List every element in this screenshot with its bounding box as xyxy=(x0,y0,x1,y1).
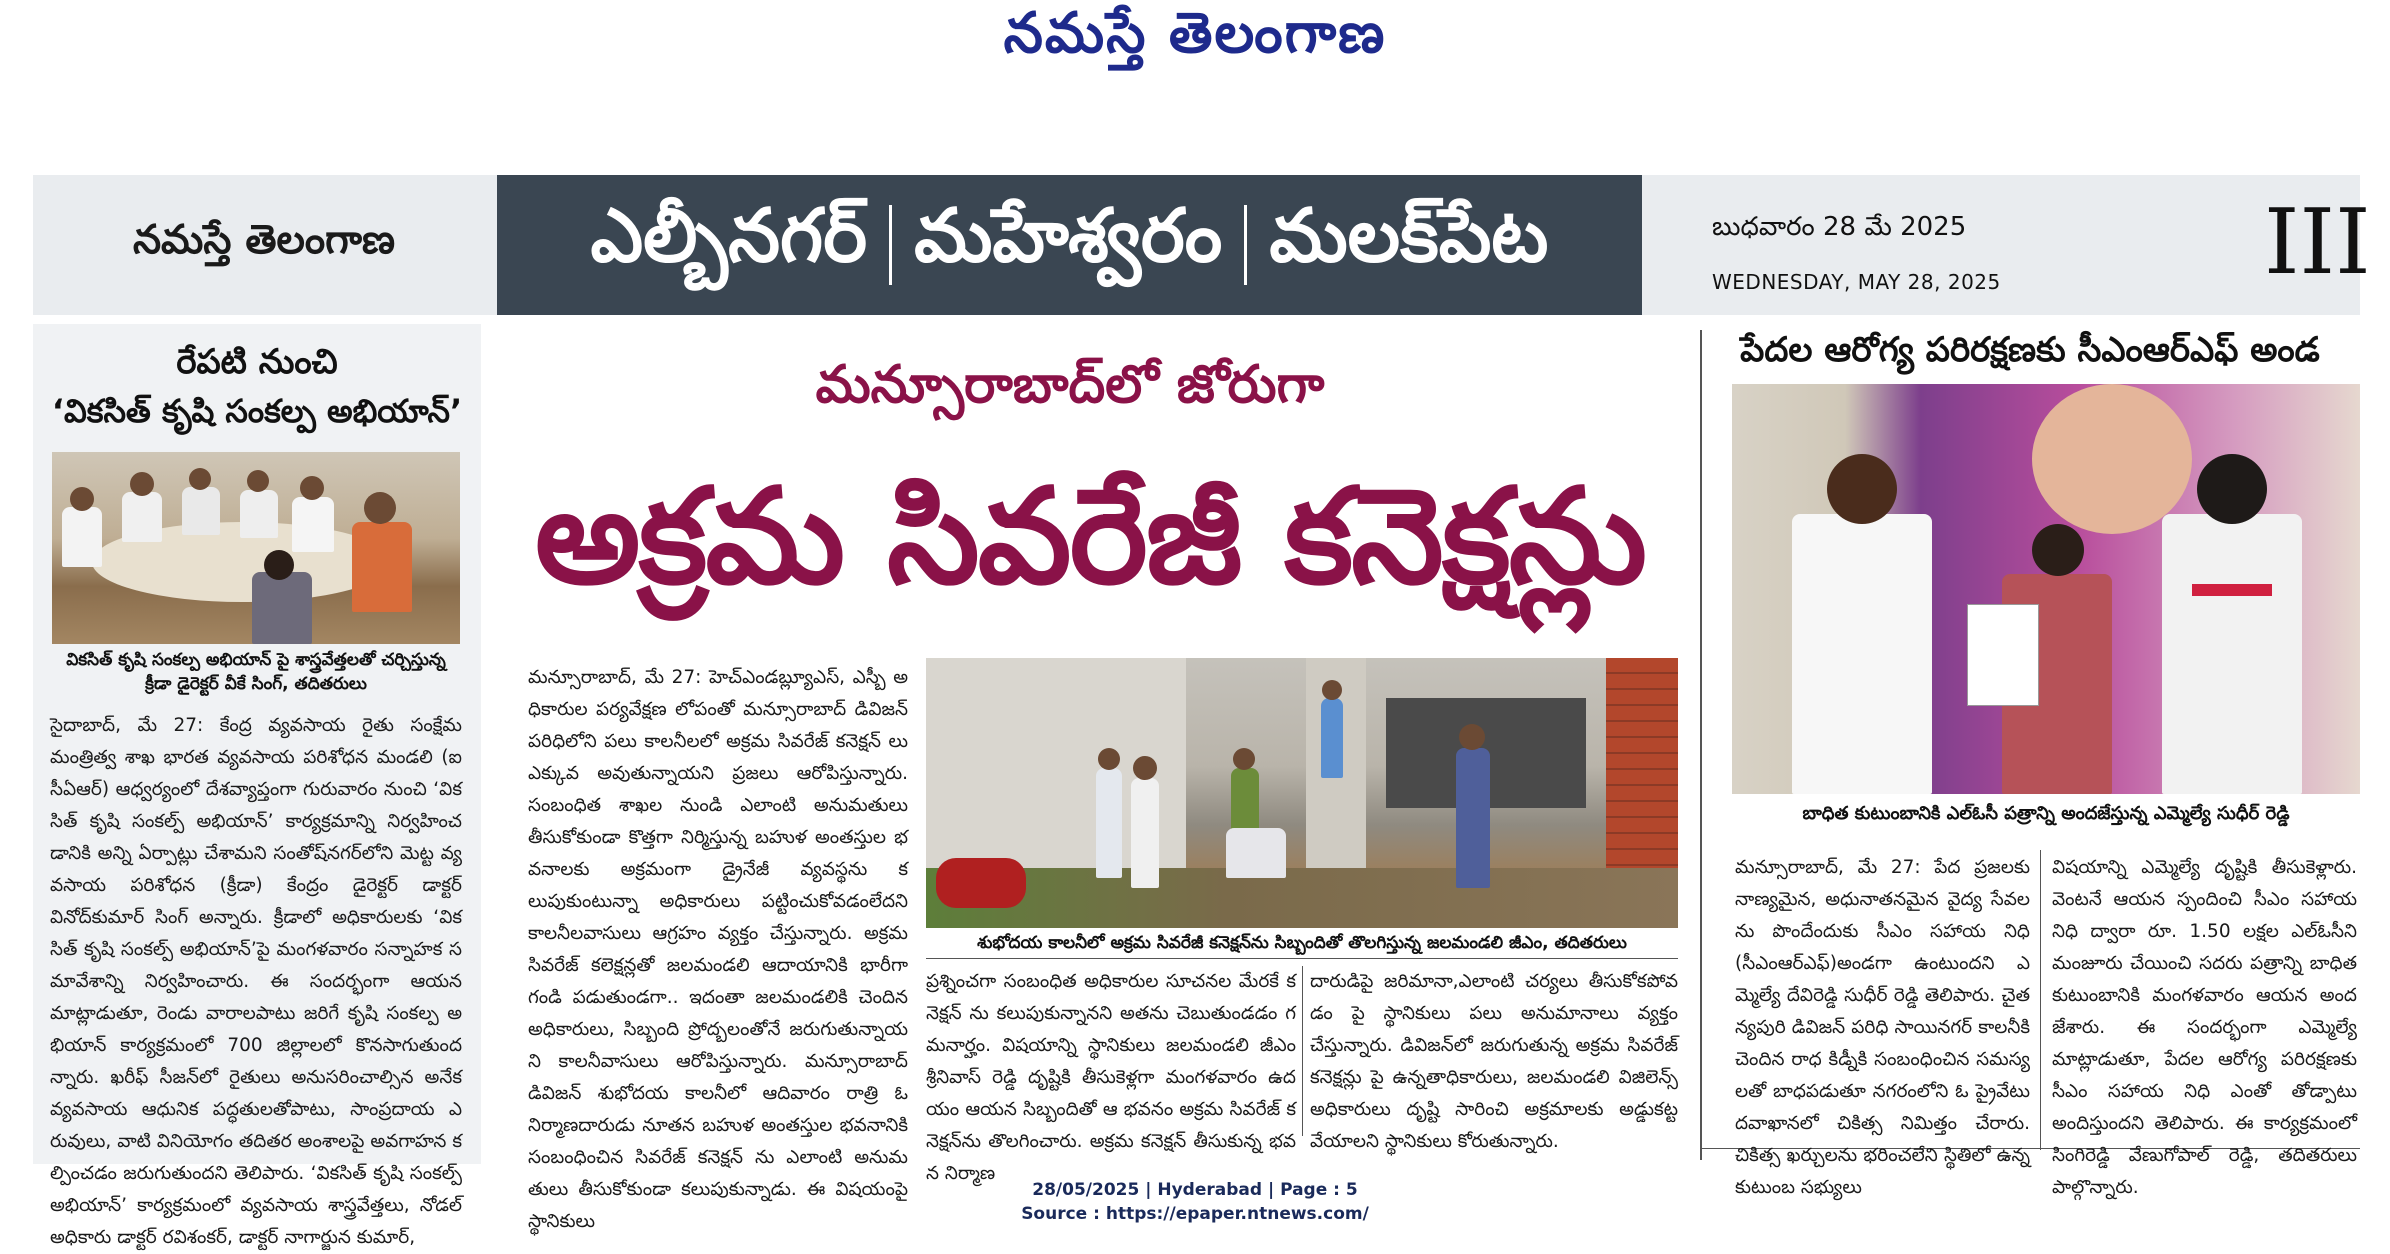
footer-date-page: 28/05/2025 | Hyderabad | Page : 5 xyxy=(1032,1180,1358,1200)
section-name-2: మహేశ్వరం xyxy=(914,193,1223,279)
header-paper-name: నమస్తే తెలంగాణ xyxy=(132,217,396,263)
right-article-headline: పేదల ఆరోగ్య పరిరక్షణకు సీఎంఆర్ఎఫ్ అండ xyxy=(1740,330,2320,370)
right-article-column-1: మన్సూరాబాద్, మే 27: పేద ప్రజలకు నాణ్యమైన, అధునాతనమైన వైద్య సేవలను పొందేందుకు సీఎం సహాయ నిధి (సీఎంఆర్ఎఫ్)అండగా ఉంటుందని ఎమ్మెల్యే దేవిరెడ్డి సుధీర్ రెడ్డి తెలిపారు. చైతన్యపురి డివిజన్ పరిధి సాయినగర్ కాలనీకి చెందిన రాధ కిడ్నీకి సంబంధించిన సమస్యలతో బాధపడుతూ నగరంలోని ఓ ప్రైవేటు దవాఖానలో చికిత్స నిమిత్తం చేరారు. చికిత్స ఖర్చులను భరించలేని స్థితిలో ఉన్న కుటుంబ సభ్యులు xyxy=(1735,857,2030,1198)
right-article-photo xyxy=(1732,384,2360,794)
masthead-logo: నమస్తే తెలంగాణ xyxy=(1003,0,1387,66)
main-article-column-3: దారుడిపై జరిమానా,ఎలాంటి చర్యలు తీసుకోకపోవడం పై స్థానికులు పలు అనుమానాలు వ్యక్తం చేస్తున్నారు. డివిజన్‌లో జరుగుతున్న అక్రమ సివరేజ్ కనెక్షన్లు పై ఉన్నతాధికారులు, జలమండలి విజిలెన్స్ అధికారులు దృష్టి సారించి అక్రమాలకు అడ్డుకట్ట వేయాలని స్థానికులు కోరుతున్నారు. xyxy=(1310,971,1678,1152)
column-divider xyxy=(1302,966,1303,1136)
section-name-1: ఎల్బీనగర్ xyxy=(590,193,868,279)
date-telugu: బుధవారం 28 మే 2025 xyxy=(1712,212,1967,242)
date-english: WEDNESDAY, MAY 28, 2025 xyxy=(1712,270,2001,294)
main-article-photo xyxy=(926,658,1678,928)
left-photo-caption: వికసిత్ కృషి సంకల్ప అభియాన్ పై శాస్త్రవేత్తలతో చర్చిస్తున్న క్రీడా డైరెక్టర్ వీకే సింగ్, తదితరులు xyxy=(66,650,446,694)
left-article-headline: ‘వికసిత్ కృషి సంకల్ప అభియాన్’ xyxy=(51,392,463,430)
main-article-kicker: మన్సూరాబాద్‌లో జోరుగా xyxy=(815,355,1325,415)
main-photo-caption: శుభోదయ కాలనీలో అక్రమ సివరేజీ కనెక్షన్‌ను సిబ్బందితో తొలగిస్తున్న జలమండలి జీఎం, తదితరులు xyxy=(977,933,1627,953)
main-article-headline: అక్రమ సివరేజీ కనెక్షన్లు xyxy=(534,460,1646,614)
main-article-column-2: ప్రశ్నించగా సంబంధిత అధికారుల సూచనల మేరకే కనెక్షన్ ను కలుపుకున్నానని అతను చెబుతుండడం గమనార్హం. విషయాన్ని స్థానికులు జలమండలి జీఎం శ్రీనివాస్ రెడ్డి దృష్టికి తీసుకెళ్లగా మంగళవారం ఉదయం ఆయన సిబ్బందితో ఆ భవనం అక్రమ సివరేజ్ కనెక్షన్‌ను తొలగించారు. అక్రమ కనెక్షన్ తీసుకున్న భవన నిర్మాణ xyxy=(926,971,1296,1184)
left-article-photo xyxy=(52,452,460,644)
left-article-kicker: రేపటి నుంచి xyxy=(176,342,338,382)
section-name-3: మలక్‌పేట xyxy=(1269,193,1549,279)
right-photo-caption: బాధిత కుటుంబానికి ఎల్ఓసీ పత్రాన్ని అందజేస్తున్న ఎమ్మెల్యే సుధీర్ రెడ్డి xyxy=(1802,803,2290,824)
caption-rule xyxy=(926,958,1678,959)
main-article-column-1: మన్సూరాబాద్, మే 27: హెచ్ఎండబ్ల్యూఎస్, ఎస్బీ అధికారుల పర్యవేక్షణ లోపంతో మన్సూరాబాద్ డివిజన్ పరిధిలోని పలు కాలనీలలో అక్రమ సివరేజ్ కనెక్షన్ లు ఎక్కువ అవుతున్నాయని ప్రజలు ఆరోపిస్తున్నారు. సంబంధిత శాఖల నుండి ఎలాంటి అనుమతులు తీసుకోకుండా కొత్తగా నిర్మిస్తున్న బహుళ అంతస్తుల భవనాలకు అక్రమంగా డ్రైనేజీ వ్యవస్థను కలుపుకుంటున్నా అధికారులు పట్టించుకోవడంలేదని కాలనీలవాసులు ఆగ్రహం వ్యక్తం చేస్తున్నారు. అక్రమ సివరేజ్ కలెక్షన్లతో జలమండలి ఆదాయానికి భారీగా గండి పడుతుండగా.. ఇదంతా జలమండలికి చెందిన అధికారులు, సిబ్బంది ప్రోద్బలంతోనే జరుగుతున్నాయని కాలనీవాసులు ఆరోపిస్తున్నారు. మన్సూరాబాద్ డివిజన్ శుభోదయ కాలనీలో ఆదివారం రాత్రి ఓ నిర్మాణదారుడు నూతన బహుళ అంతస్తుల భవనానికి సంబంధించిన సివరేజ్ కనెక్షన్ ను ఎలాంటి అనుమతులు తీసుకోకుండా కలుపుకున్నాడు. ఈ విషయంపై స్థానికులు xyxy=(528,667,908,1232)
page-number-roman: III xyxy=(2264,190,2371,295)
section-divider xyxy=(1244,205,1247,285)
footer-source-link[interactable]: Source : https://epaper.ntnews.com/ xyxy=(1021,1204,1369,1224)
left-article-body: సైదాబాద్, మే 27: కేంద్ర వ్యవసాయ రైతు సంక్షేమ మంత్రిత్వ శాఖ భారత వ్యవసాయ పరిశోధన మండలి (ఐసీఏఆర్) ఆధ్వర్యంలో దేశవ్యాప్తంగా గురువారం నుంచి ‘వికసిత్ కృషి సంకల్ప్ అభియాన్’ కార్యక్రమాన్ని నిర్వహించడానికి అన్ని ఏర్పాట్లు చేశామని సంతోష్‌నగర్‌లోని మెట్ట వ్యవసాయ పరిశోధన (క్రీడా) కేంద్రం డైరెక్టర్ డాక్టర్ వినోద్‌కుమార్ సింగ్ అన్నారు. క్రీడాలో అధికారులకు ‘వికసిత్ కృషి సంకల్ప్ అభియాన్’పై మంగళవారం సన్నాహక సమావేశాన్ని నిర్వహించారు. ఈ సందర్భంగా ఆయన మాట్లాడుతూ, రెండు వారాలపాటు జరిగే కృషి సంకల్ప అభియాన్ కార్యక్రమంలో 700 జిల్లాలలో కొనసాగుతుందన్నారు. ఖరీఫ్ సీజన్‌లో రైతులు అనుసరించాల్సిన అనేక వ్యవసాయ ఆధునిక పద్ధతులతోపాటు, సాంప్రదాయ ఎరువులు, వాటి వినియోగం తదితర అంశాలపై అవగాహన కల్పించడం జరుగుతుందని తెలిపారు. ‘వికసిత్ కృషి సంకల్ప్ అభియాన్’ కార్యక్రమంలో వ్యవసాయ శాస్త్రవేత్తలు, నోడల్ అధికారు డాక్టర్ రవిశంకర్, డాక్టర్ నాగార్జున కుమార్, xyxy=(50,715,462,1248)
section-title-bar xyxy=(497,175,1642,315)
column-divider xyxy=(2040,850,2041,1150)
section-divider xyxy=(889,205,892,285)
column-divider xyxy=(1700,330,1702,1160)
right-article-column-2: విషయాన్ని ఎమ్మెల్యే దృష్టికి తీసుకెళ్లారు. వెంటనే ఆయన స్పందించి సీఎం సహాయ నిధి ద్వారా రూ. 1.50 లక్షల ఎల్ఓసీని మంజూరు చేయించి సదరు పత్రాన్ని బాధిత కుటుంబానికి మంగళవారం ఆయన అందజేశారు. ఈ సందర్భంగా ఎమ్మెల్యే మాట్లాడుతూ, పేదల ఆరోగ్య పరిరక్షణకు సీఎం సహాయ నిధి ఎంతో తోడ్పాటు అందిస్తుందని తెలిపారు. ఈ కార్యక్రమంలో సింగిరెడ్డి వేణుగోపాల్ రెడ్డి, తదితరులు పాల్గొన్నారు. xyxy=(2052,857,2357,1198)
